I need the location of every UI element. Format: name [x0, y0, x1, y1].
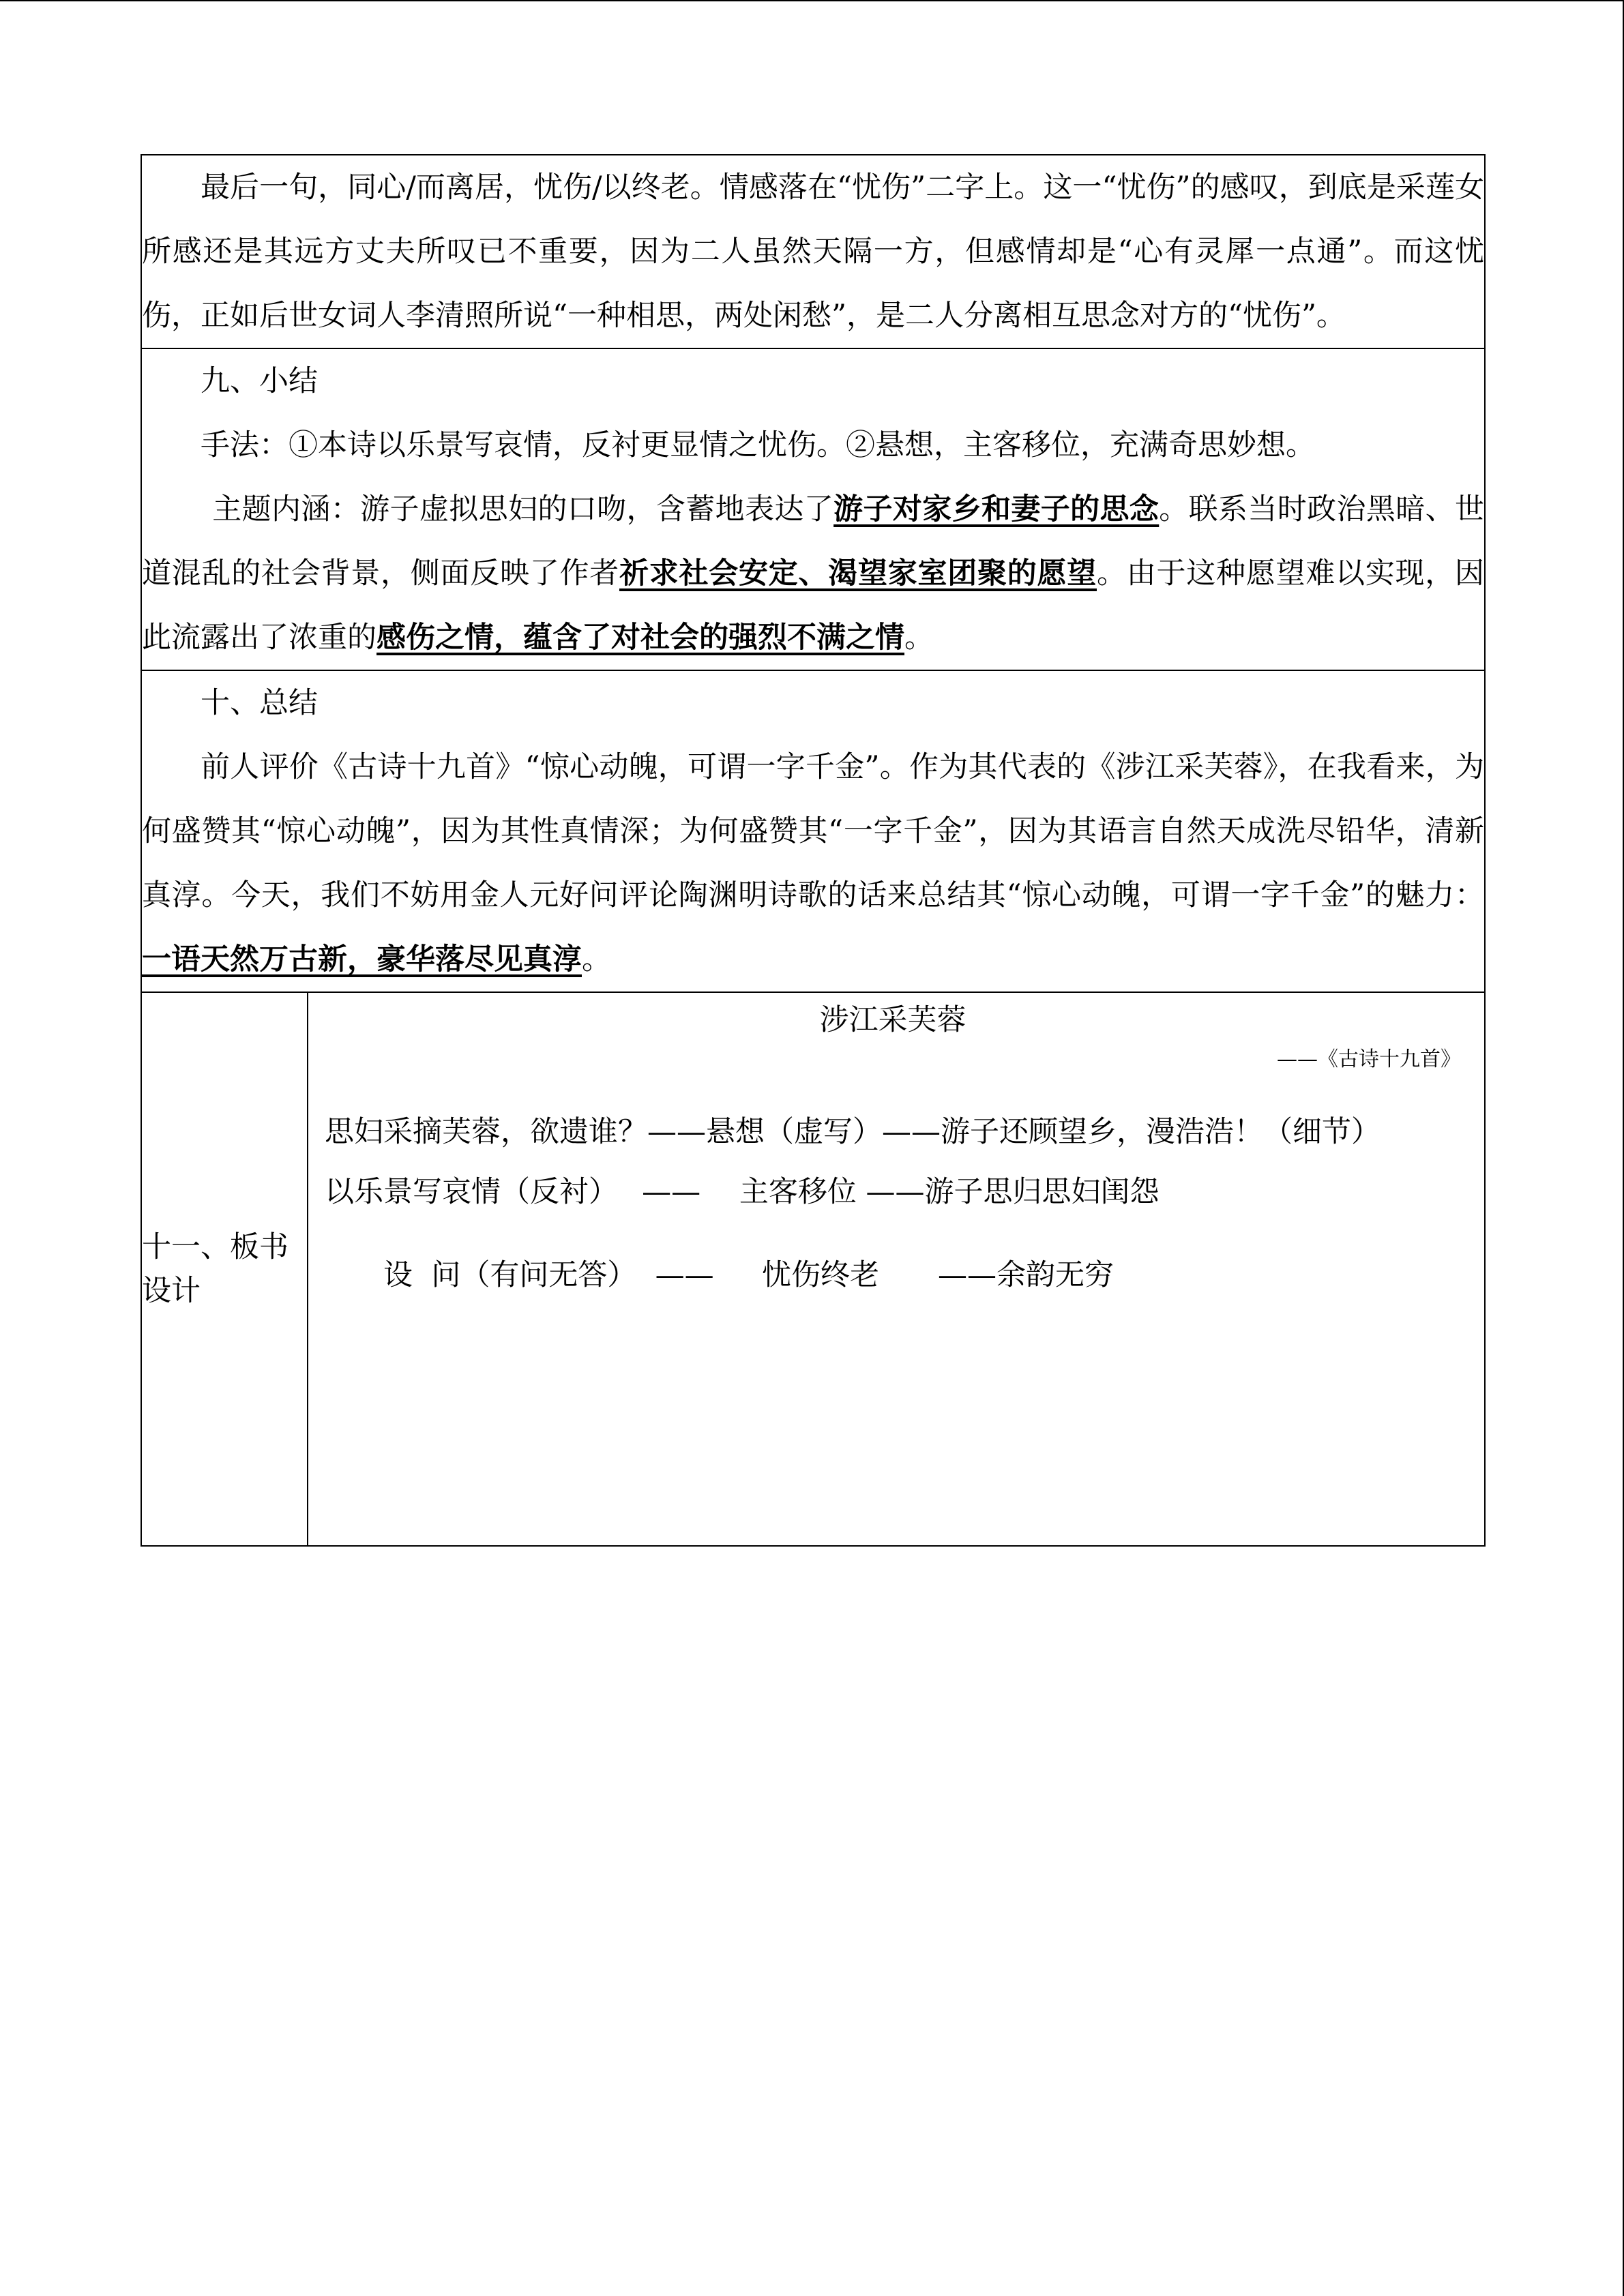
theme-text-3: 。由于这种愿望难以实现，因此流露出了浓重的	[142, 556, 1484, 655]
conclusion-row	[141, 670, 1485, 992]
theme-key-phrase-2: 祈求社会安定、渴望家室团聚的愿望	[619, 556, 1097, 591]
summary-heading: 九、小结	[201, 364, 318, 398]
board-line-3: 设 问（有问无答） —— 忧伤终老 ——余韵无穷	[325, 1258, 1114, 1292]
analysis-row	[141, 155, 1485, 348]
conclusion-end: 。	[582, 942, 611, 976]
conclusion-text: 前人评价《古诗十九首》“惊心动魄，可谓一字千金”。作为其代表的《涉江采芙蓉》，在我看来，为何盛赞其“惊心动魄”，因为其性真情深；为何盛赞其“一字千金”，因为其语言自然天成洗尽铅华，清新真淳。今天，我们不妨用金人元好问评论陶渊明诗歌的话来总结其“惊心动魄，可谓一字千金”的魅力：	[142, 750, 1484, 912]
theme-text-1: 主题内涵：游子虚拟思妇的口吻，含蓄地表达了	[212, 492, 834, 526]
theme-key-phrase-1: 游子对家乡和妻子的思念	[833, 492, 1160, 526]
board-line-2: 以乐景写哀情（反衬） —— 主客移位 ——游子思归思妇闺怨	[325, 1175, 1160, 1209]
summary-cell	[141, 348, 1485, 670]
conclusion-paragraph	[142, 735, 1484, 992]
conclusion-cell	[141, 670, 1485, 992]
theme-text-2: 。联系当时政治黑暗、世道混乱的社会背景，侧面反映了作者	[142, 492, 1485, 591]
board-design-content	[308, 992, 1485, 1546]
board-design-row	[141, 992, 1485, 1546]
summary-row	[141, 348, 1485, 670]
conclusion-heading: 十、总结	[201, 686, 318, 720]
poem-source: ——《古诗十九首》	[1277, 1047, 1461, 1071]
closing-line-analysis: 最后一句，同心/而离居，忧伤/以终老。情感落在“忧伤”二字上。这一“忧伤”的感叹，到底是采莲女所感还是其远方丈夫所叹已不重要，因为二人虽然天隔一方，但感情却是“心有灵犀一点通”。而这忧伤，正如后世女词人李清照所说“一种相思，两处闲愁”，是二人分离相互思念对方的“忧伤”。	[142, 170, 1484, 333]
analysis-cell	[141, 155, 1485, 348]
theme-key-phrase-3: 感伤之情，蕴含了对社会的强烈不满之情	[377, 621, 904, 655]
conclusion-key-quote: 一语天然万古新，豪华落尽见真淳	[142, 942, 582, 976]
board-design-label: 十一、板书设计	[141, 992, 308, 1546]
board-line-1: 思妇采摘芙蓉，欲遗谁？——悬想（虚写）——游子还顾望乡，漫浩浩！（细节）	[325, 1115, 1381, 1149]
technique-text: 手法：①本诗以乐景写哀情，反衬更显情之忧伤。②悬想，主客移位，充满奇思妙想。	[201, 428, 1315, 462]
poem-title: 涉江采芙蓉	[819, 1003, 966, 1037]
theme-text-4: 。	[904, 621, 934, 655]
lesson-plan-table	[141, 154, 1486, 1547]
theme-paragraph	[142, 477, 1484, 670]
